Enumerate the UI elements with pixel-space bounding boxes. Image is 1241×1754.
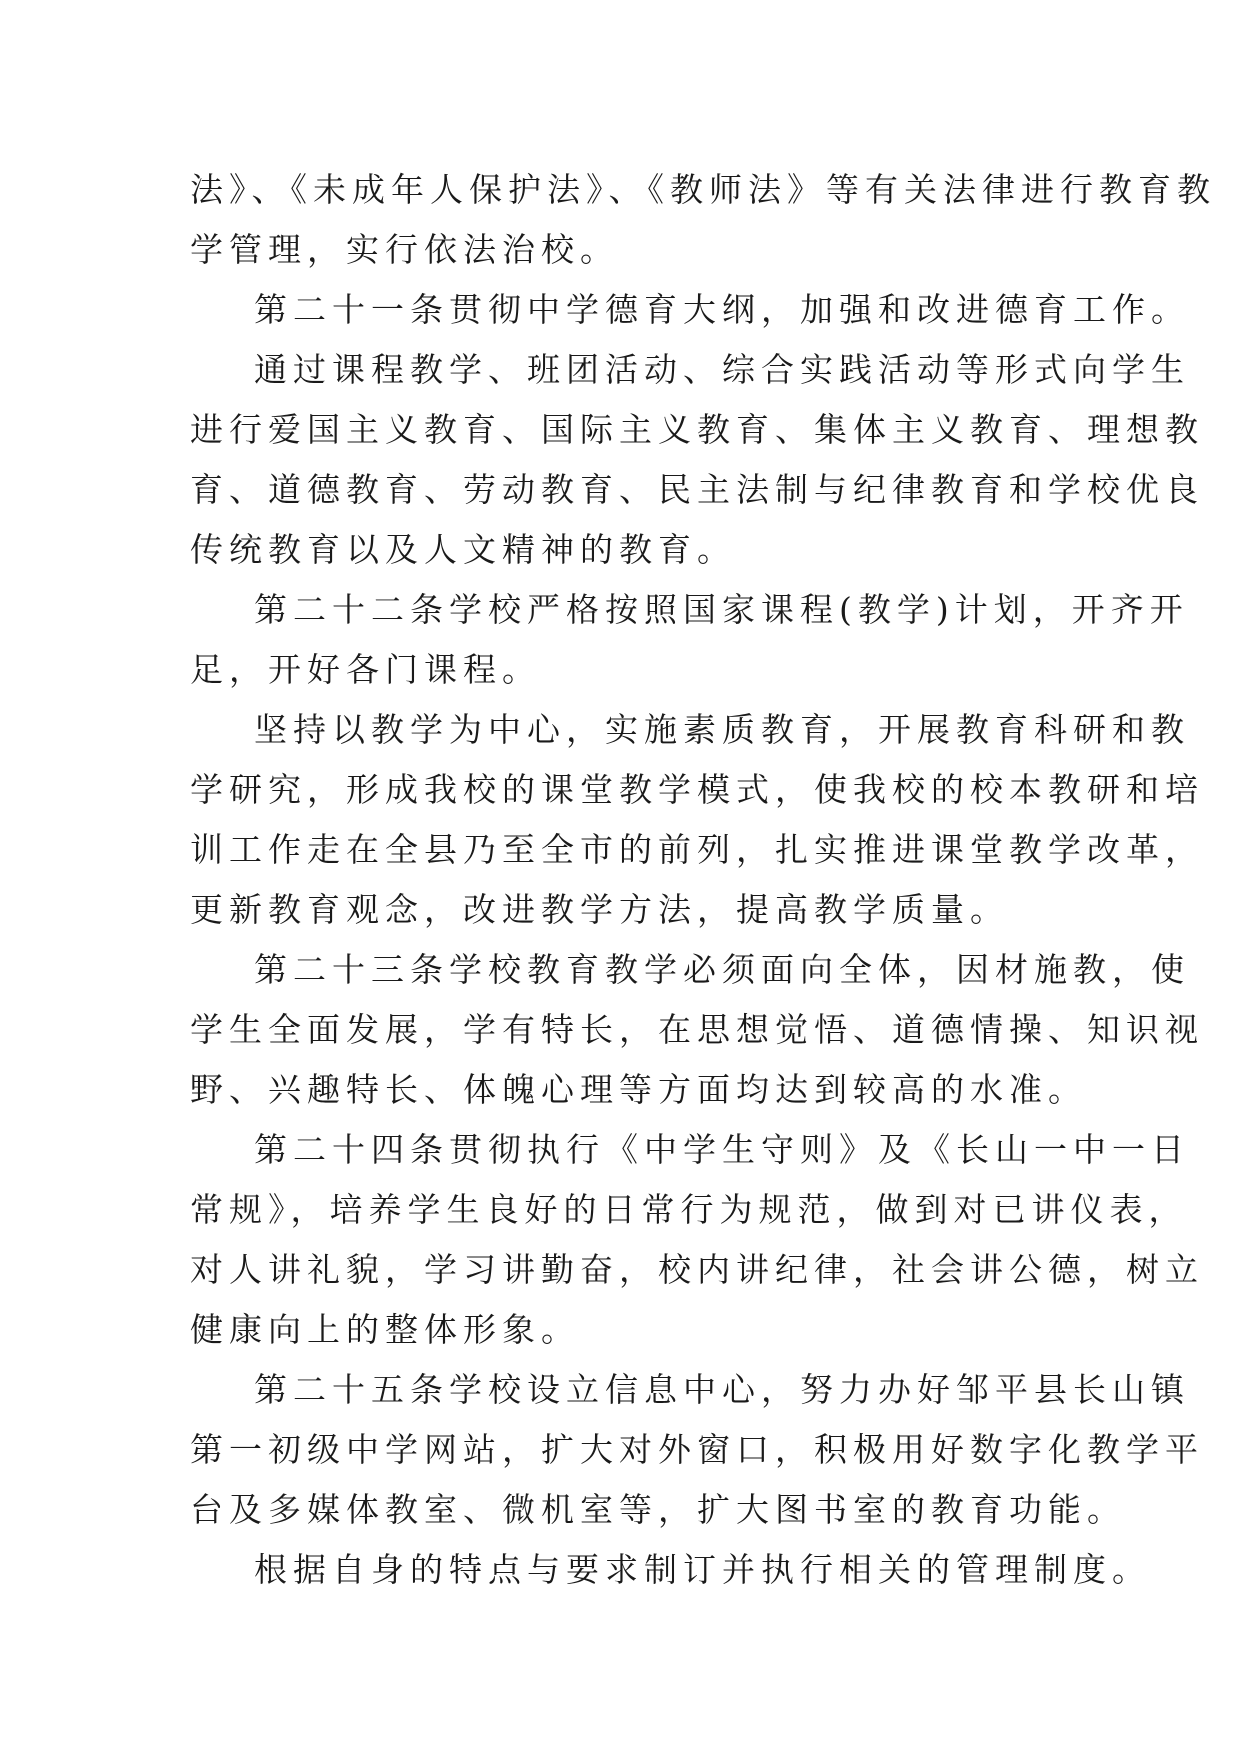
text-line: 第二十一条贯彻中学德育大纲，加强和改进德育工作。: [254, 290, 1190, 329]
text-line: 育、道德教育、劳动教育、民主法制与纪律教育和学校优良: [190, 470, 1204, 509]
text-line: 第二十五条学校设立信息中心，努力办好邹平县长山镇: [254, 1370, 1190, 1409]
text-line: 学管理，实行依法治校。: [190, 230, 619, 269]
text-line: 学生全面发展，学有特长，在思想觉悟、道德情操、知识视: [190, 1010, 1204, 1049]
text-line: 第二十四条贯彻执行《中学生守则》及《长山一中一日: [254, 1130, 1190, 1169]
text-line: 进行爱国主义教育、国际主义教育、集体主义教育、理想教: [190, 410, 1204, 449]
text-line: 常规》，培养学生良好的日常行为规范，做到对已讲仪表，: [190, 1190, 1188, 1229]
text-line: 训工作走在全县乃至全市的前列，扎实推进课堂教学改革，: [190, 830, 1204, 869]
text-line: 坚持以教学为中心，实施素质教育，开展教育科研和教: [254, 710, 1190, 749]
document-body: [190, 160, 1216, 1600]
text-line: 第一初级中学网站，扩大对外窗口，积极用好数字化教学平: [190, 1430, 1204, 1469]
text-line: 法》、《未成年人保护法》、《教师法》等有关法律进行教育教: [190, 170, 1216, 209]
text-line: 根据自身的特点与要求制订并执行相关的管理制度。: [254, 1550, 1151, 1589]
text-line: 对人讲礼貌，学习讲勤奋，校内讲纪律，社会讲公德，树立: [190, 1250, 1204, 1289]
text-line: 健康向上的整体形象。: [190, 1310, 580, 1349]
text-line: 第二十三条学校教育教学必须面向全体，因材施教，使: [254, 950, 1190, 989]
text-line: 更新教育观念，改进教学方法，提高教学质量。: [190, 890, 1009, 929]
text-line: 足，开好各门课程。: [190, 650, 541, 689]
text-line: 台及多媒体教室、微机室等，扩大图书室的教育功能。: [190, 1490, 1126, 1529]
text-line: 野、兴趣特长、体魄心理等方面均达到较高的水准。: [190, 1070, 1087, 1109]
text-line: 通过课程教学、班团活动、综合实践活动等形式向学生: [254, 350, 1190, 389]
text-line: 学研究，形成我校的课堂教学模式，使我校的校本教研和培: [190, 770, 1204, 809]
text-line: 传统教育以及人文精神的教育。: [190, 530, 736, 569]
text-line: 第二十二条学校严格按照国家课程(教学)计划，开齐开: [254, 590, 1189, 629]
